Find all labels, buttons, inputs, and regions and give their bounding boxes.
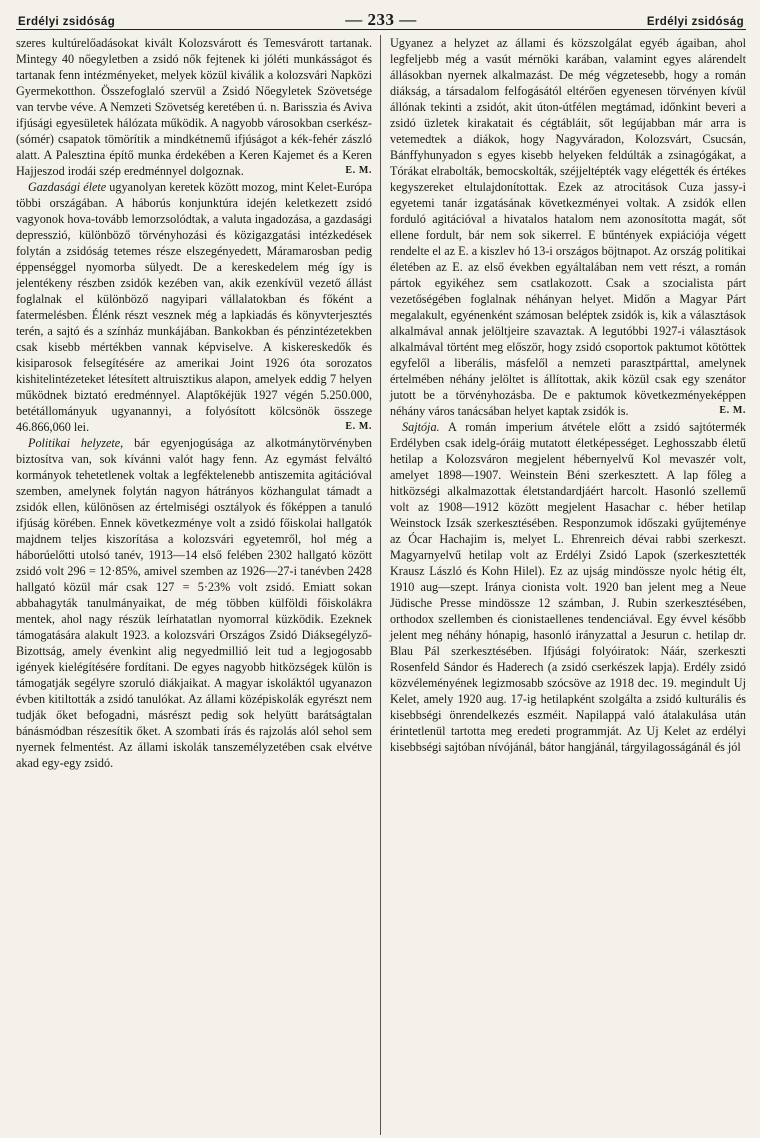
section-lead-press: Sajtója. <box>402 420 440 434</box>
author-signature: E. M. <box>345 165 372 176</box>
paragraph-text: bár egyenjogúsága az alkotmánytörvényben biztosítva van, sok kívánni valót hagy fenn. Az egymást felváltó kormányok tehetetlenek voltak a legféktelenebb antiszemita agitációval szemben, amelynek folytán nagyon hátrányos közhangulat támadt a zsidók ellen, különösen az értelmiségi osztályok és főképpen a tanuló ifjúság körében. Ennek következménye volt a zsidó főiskolai hallgatók majdnem teljes kiszorítása a kolozsvári egyetemről, hol még a háborúelőtti utolsó tanév, 1913—14 első felében 2302 hallgató között zsidó volt 296 = 12·85%, amivel szemben az 1926—27-i tanévben 2428 hallgató közül már csak 127 = 5·23% volt zsidó. Emiatt sokan abbahagyták tanulmányaikat, de még többen külföldi főiskolákra mentek, ahol nagy részük leírhatatlan nyomorral küzködik. Ezeknek támogatására alakult 1923. a kolozsvári Országos Zsidó Diáksegélyző-Bizottság, amely évenkint alig negyedmillió leit tud a legjogosabb igények kielégítésére fordítani. De egyes nagyobb hitközségek külön is támogatják segélyre szoruló diákjaikat. A magyar iskoláktól ugyanazon évben kitiltották a zsidó tanulókat. Az állami középiskolák egyrészt nem tudják őket befogadni, másrészt pedig sok helyütt barátságtalan bánásmódban részesítik őket. A szombati írás és rajzolás alól sehol sem nyernek felmentést. Az állami iskolák tanszemélyzetében csak elvétve akad egy-egy zsidó. <box>16 436 373 770</box>
section-lead-economy: Gazdasági élete <box>28 180 107 194</box>
paragraph-text: A román imperium átvétele előtt a zsidó sajtótermék Erdélyben csak idelg-óráig mutatott életképességet. Leghosszabb életű hetilap a Kolozsváron megjelent hébernyelvű Kol mevaszér volt, amelyet 1898—1907. Weinstein Béni szerkesztett. A lap főleg a hitközségi alkalmazottak életstandardjáért harcolt. Hasonló szellemű volt az 1908—1912 között megjelent Hasachar c. héber hetilap Weinstock Izsák szerkesztésében. Responzumok időszaki gyűjteménye az Ócar Hachajim is, melyet L. Ehrenreich dévai rabbi szerkeszt. Magyarnyelvű hetilap volt az Erdélyi Zsidó Lapok (szerkesztették Krausz László és Kohn Hilel). Ez az ujság mindössze nyolc hétig élt, 1910 aug—szept. Iránya cionista volt. 1920 ban jelent meg a Neue Jüdische Presse mindössze 12 számban, J. Rubin szerkesztésében, orthodox szellemben és cionistaellenes tendenciával. Egy évvel később jelent meg néhány hónapig, hasonló irányzattal a Jesurun c. hetilap dr. Blau Pál szerkesztésében. Ifjúsági folyóiratok: Náár, szerkeszti Rosenfeld Sándor és Haderech (a zsidó cserkészek lapja). Erdély zsidó közvéleményének legizmosabb szócsöve az 1918 dec. 19. megindult Uj Kelet, amely 1920 aug. 17-ig hetilapként szolgálta a zsidó kulturális és kisebbségi önrendelkezés eszméit. Napilappá való átalakulása után érintetlenül tartotta meg eredeti programmját. Az Uj Kelet az erdélyi kisebbségi sajtóban nívójánál, bátor hangjánál, tárgyilagosságánál és jól <box>390 420 746 754</box>
paragraph-text: Ugyanez a helyzet az állami és közszolgálat egyéb ágaiban, ahol legfeljebb még a vasút mérnöki karában, valamint egyes alárendelt állásokban nyernek alkalmazást. De még végzetesebb, hogy a román diákság, a társadalom felfogásától eltérően egyenesen törvényen kívül állónak tekinti a zsidót, akit úton-útfélen megtámad, időnkint beveri a zsidó üzletek kirakatait és cégtábláit, sőt legújabban már arra is vetemedtek a diákok, hogy Nagyváradon, Kolozsvárt, Csucsán, Bánffyhunyadon s egyes kisebb helyeken feldúlták a zsinagógákat, a Tórákat elrabolták, bemocskolták, széjjeltépték vagy elégették és értékes kegyszereket eltulajdonítottak. Ezek az atrocitások Cuza jassy-i egyetemi tanár izgatásának következményei voltak. A zsidók ellen forduló agitációval a hivatalos hatalom nem azonosította magát, sőt ellene fordult, bár nem sok sikerrel. E bűntények expiációja végett rendelte el az E. a kiszlev hó 13-i országos böjtnapot. Az ország politikai életében az E. az első években egyáltalában nem vett részt, a román pártok egyikéhez sem csatlakozott. Csak a szocialista párt vezetőségében foglalnak néhányan helyet. Midőn a Magyar Párt megalakult, egyénenként számosan beléptek zsidók is, kik a választások alkalmával annak jelöltjeire szavaztak. A legutóbbi 1927-i választások alkalmával történt meg először, hogy zsidó csoportok paktumot kötöttek egyfelől a liberális, másfelől a nemzeti parasztpárttal, amelynek értelmében néhány jelöltet is állítottak, akik közül csak egy szenátor jutott be a törvényhozásba. De e paktumok következményeképpen néhány város tanácsában helyet kaptak zsidók is. <box>390 36 746 418</box>
running-header <box>16 8 746 30</box>
paragraph-text: szeres kultúrelőadásokat kivált Kolozsvárott és Temesvárott tartanak. Mintegy 40 nőegyletben a zsidó nők fejtenek ki jóléti munkásságot és tartanak fenn intézményeket, melyek közül kiválik a kolozsvári Napközi Gyermekotthon. Összefoglaló szervül a Zsidó Nőegyletek Szövetsége van tervbe véve. A Nemzeti Szövetség keretében ú. n. Barisszia és Aviva ifjúsági egyesületek hálózata működik. A nagyobb városokban cserkész-(sómér) csapatok tömörítik a mindkétnemű ifjúságot a kék-fehér zászló alatt. A Palesztina építő munka érdekében a Keren Kajemet és a Keren Hajjeszod irodái szép eredménnyel dolgoznak. <box>16 36 372 178</box>
paragraph-press <box>390 419 746 755</box>
paragraph-politics-continued <box>390 35 746 419</box>
author-signature: E. M. <box>719 405 746 416</box>
page-number: — 233 — <box>345 10 417 29</box>
section-lead-politics: Politikai helyzete, <box>28 436 124 450</box>
author-signature: E. M. <box>345 421 372 432</box>
header-title-right: Erdélyi zsidóság <box>646 16 744 28</box>
paragraph-organizations <box>16 35 372 179</box>
paragraph-text: ugyanolyan keretek között mozog, mint Kelet-Európa többi országában. A háborús konjunktúra idején keletkezett zsidó vagyonok hova-tovább lemorzsolódtak, a valuta ingadozása, a gazdasági depresszió, különböző törvényhozási és közigazgatási intézkedések folytán a zsidóság tetemes része elszegényedett, Máramarosban pedig éppenséggel nyomorba sülyedt. De a kereskedelem még így is jelentékeny részben zsidók kezében van, akik ezenkívül vezető állást foglalnak el különböző nagyipari vállalatokban és főként a fatermelésben. Élénk részt vesznek még a lapkiadás és könyvterjesztés terén, a sajtó és a színház munkájában. Bankokban és pénzintézetekben csak kisebb mértékben vannak képviselve. A kiskereskedők és kisiparosok felsegítésére az amerikai Joint 1926 óta sorozatos kishitelintézeteket létesített altruisztikus alapon, amelyek eddig 7 helyen működnek biztató eredménnyel. Alaptőkéjük 1927 végén 5.250.000, betétállományuk ugyanannyi, a folyósított kölcsönök összege 46.866,060 lei. <box>16 180 372 434</box>
paragraph-economy <box>16 179 372 435</box>
two-column-body <box>16 35 746 1135</box>
paragraph-politics <box>16 435 372 771</box>
header-title-left: Erdélyi zsidóság <box>18 16 116 28</box>
left-column <box>16 35 381 1135</box>
right-column <box>381 35 746 1135</box>
